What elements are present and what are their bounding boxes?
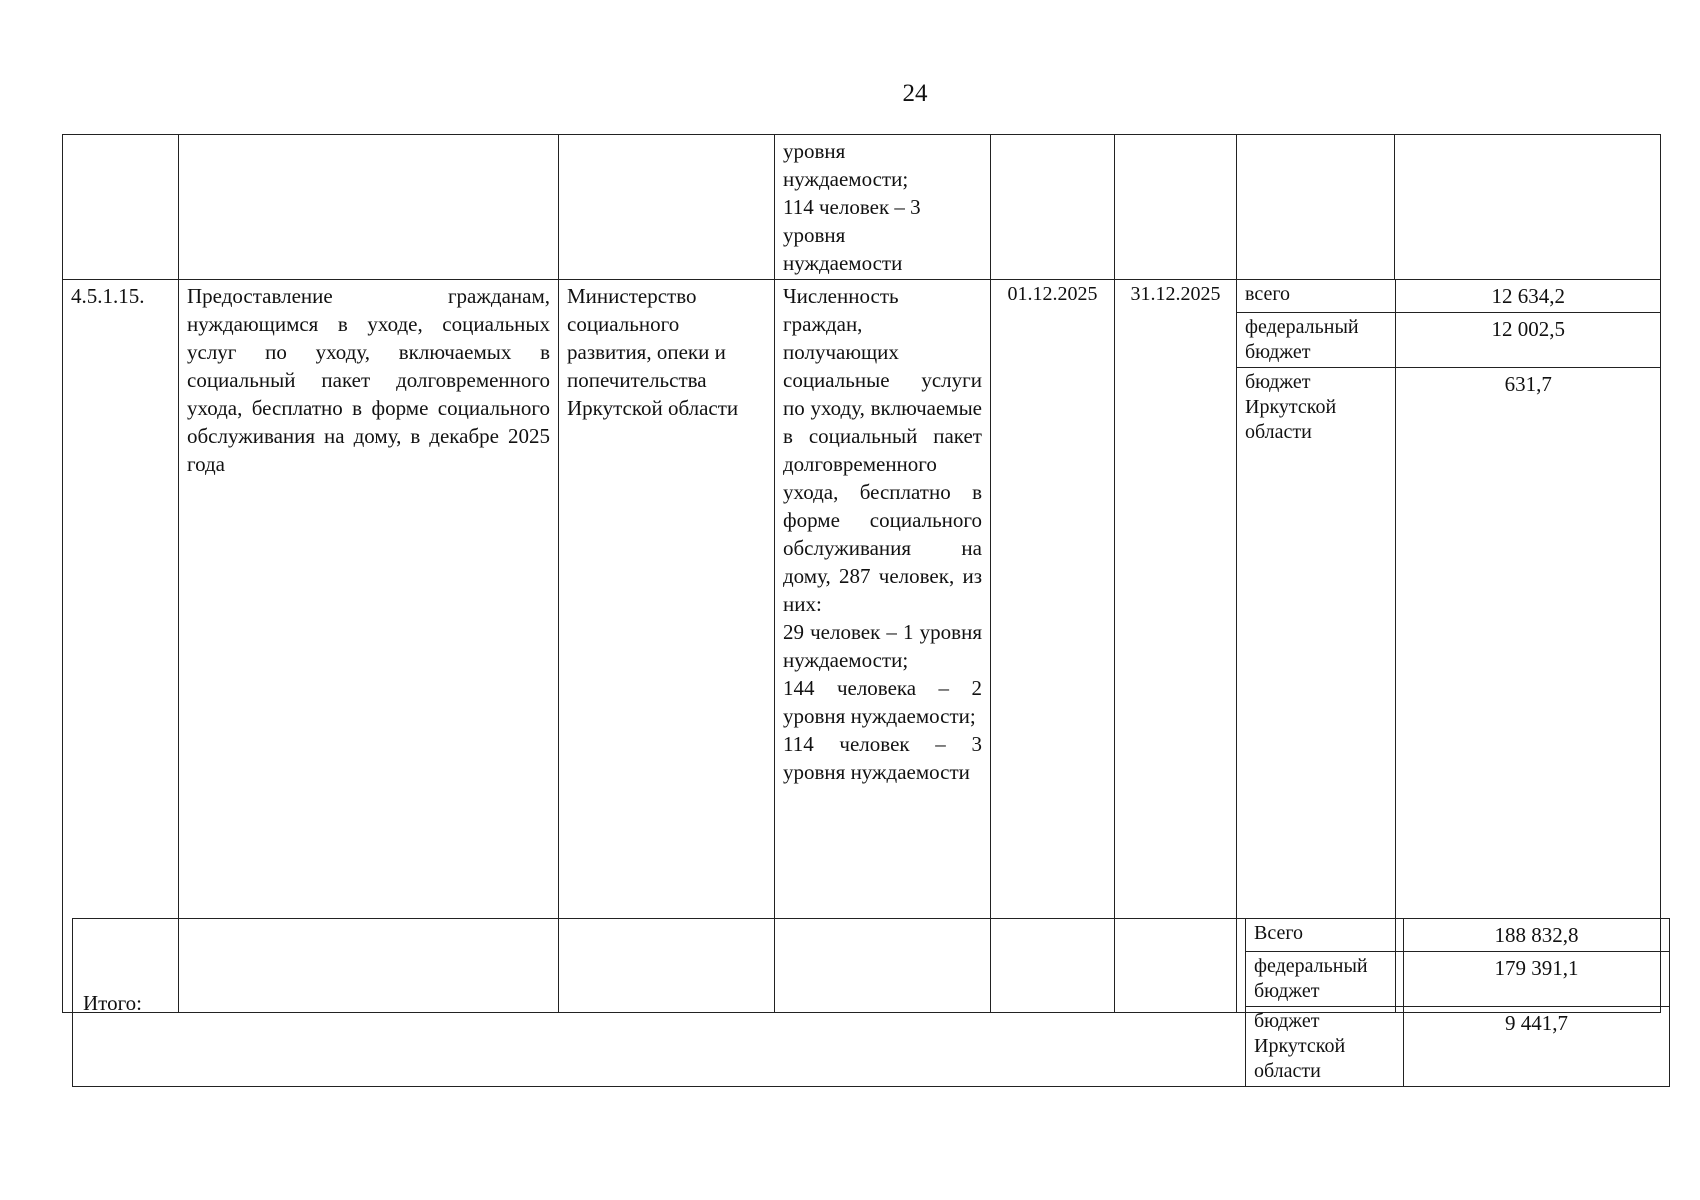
funding-source: всего bbox=[1237, 280, 1395, 313]
funding-amount: 631,7 bbox=[1395, 368, 1661, 1013]
indicator-text: Численность граждан, получающих социальные услуги по уходу, включаемые в социальный пакет долговременного ухода, бесплатно в форме социального обслуживания на дому, 287 человек, из них: bbox=[783, 284, 982, 616]
row-event: Предоставление гражданам, нуждающимся в уходе, социальных услуг по уходу, включаемых в социальный пакет долговременного ухода, бесплатно в форме социального обслуживания на дому, в декабре 2025 года bbox=[179, 280, 559, 1013]
indicator-level: 114 человек – 3 уровня нуждаемости bbox=[783, 732, 982, 784]
continued-event-cell bbox=[179, 135, 559, 280]
page-number: 24 bbox=[902, 80, 928, 107]
total-source: федеральный бюджет bbox=[1246, 952, 1404, 1007]
program-table bbox=[62, 134, 1661, 1013]
table-row bbox=[63, 280, 1661, 1013]
row-funding-table bbox=[1237, 280, 1661, 1012]
indicator-level: 29 человек – 1 уровня нуждаемости; bbox=[783, 620, 982, 672]
funding-row bbox=[1237, 280, 1661, 313]
continued-indicator-line: уровня bbox=[783, 139, 846, 163]
total-row bbox=[73, 919, 1670, 952]
continued-code-cell bbox=[63, 135, 179, 280]
funding-amount: 12 634,2 bbox=[1395, 280, 1661, 313]
indicator-level: 144 человека – 2 уровня нуждаемости; bbox=[783, 676, 982, 728]
total-source: бюджет Иркутской области bbox=[1246, 1007, 1404, 1087]
total-table bbox=[72, 918, 1670, 1087]
continued-indicator-line: нуждаемости bbox=[783, 251, 903, 275]
row-funding-cell bbox=[1237, 280, 1661, 1013]
total-source: Всего bbox=[1246, 919, 1404, 952]
funding-row bbox=[1237, 368, 1661, 1013]
total-label: Итого: bbox=[73, 919, 1246, 1087]
continued-indicator-line: 114 человек – 3 bbox=[783, 195, 921, 219]
continued-end-cell bbox=[1115, 135, 1237, 280]
funding-source: федеральный бюджет bbox=[1237, 313, 1395, 368]
total-amount: 9 441,7 bbox=[1404, 1007, 1670, 1087]
row-end-date: 31.12.2025 bbox=[1115, 280, 1237, 1013]
row-executor: Министерство социального развития, опеки и попечительства Иркутской области bbox=[559, 280, 775, 1013]
continued-row bbox=[63, 135, 1661, 280]
continued-indicator-line: нуждаемости; bbox=[783, 167, 909, 191]
continued-executor-cell bbox=[559, 135, 775, 280]
row-start-date: 01.12.2025 bbox=[991, 280, 1115, 1013]
continued-indicator-cell bbox=[775, 135, 991, 280]
row-code: 4.5.1.15. bbox=[63, 280, 179, 1013]
continued-amount-cell bbox=[1395, 135, 1661, 280]
total-amount: 179 391,1 bbox=[1404, 952, 1670, 1007]
continued-indicator-line: уровня bbox=[783, 223, 846, 247]
row-indicator bbox=[775, 280, 991, 1013]
continued-source-cell bbox=[1237, 135, 1395, 280]
total-amount: 188 832,8 bbox=[1404, 919, 1670, 952]
funding-row bbox=[1237, 313, 1661, 368]
funding-amount: 12 002,5 bbox=[1395, 313, 1661, 368]
funding-source: бюджет Иркутской области bbox=[1237, 368, 1395, 1013]
continued-start-cell bbox=[991, 135, 1115, 280]
